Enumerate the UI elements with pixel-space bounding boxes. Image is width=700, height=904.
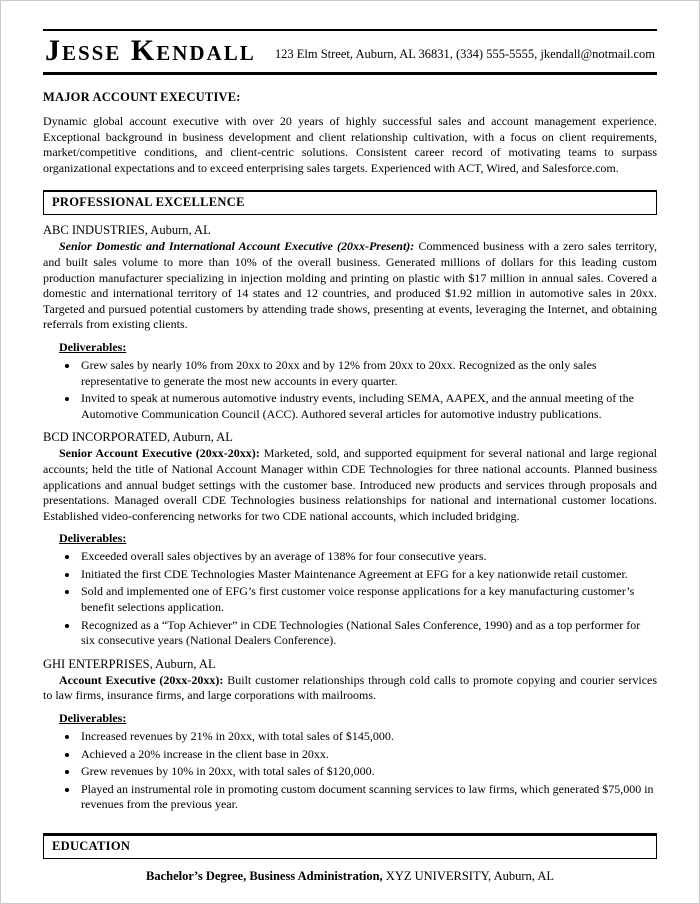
degree-name: Bachelor’s Degree, Business Administration, xyxy=(146,869,383,883)
objective-heading: MAJOR ACCOUNT EXECUTIVE: xyxy=(43,90,241,104)
deliverables-label: Deliverables: xyxy=(59,531,127,546)
degree-line xyxy=(43,869,657,884)
job-description xyxy=(43,673,657,704)
job-description xyxy=(43,239,657,333)
objective-summary: Dynamic global account executive with over 20 years of highly successful sales and account management experience. Exceptional background in business development and client relationship cultivation, with a focus on client requirements, market/competitive conditions, and client-centric solutions. Consistent career record of motivating teams to surpass organizational expectations and to exceed enterprising sales targets. Experienced with ACT, Wired, and Salesforce.com. xyxy=(43,114,657,175)
bullet-item: • Initiated the first CDE Technologies Master Maintenance Agreement at EFG for a key nationwide retail customer. xyxy=(79,567,657,583)
job-entry-ghi xyxy=(43,657,657,813)
bullet-item: • Invited to speak at numerous automotive industry events, including SEMA, AAPEX, and the annual meeting of the Automotive Communication Council (ACC). Authored several articles for automotive industry publications. xyxy=(79,391,657,422)
job-role: Account Executive (20xx-20xx): xyxy=(59,672,224,687)
job-entry-bcd xyxy=(43,430,657,649)
bullet-item: • Increased revenues by 21% in 20xx, with total sales of $145,000. xyxy=(79,729,657,745)
header-row xyxy=(43,31,657,72)
bullet-item: • Achieved a 20% increase in the client base in 20xx. xyxy=(79,747,657,763)
resume-header xyxy=(43,29,657,75)
bullet-item: • Recognized as a “Top Achiever” in CDE Technologies (National Sales Conference, 1990) and as a top performer for six consecutive years (National Dealers Conference). xyxy=(79,618,657,649)
bullet-item: • Exceeded overall sales objectives by an average of 138% for four consecutive years. xyxy=(79,549,657,565)
education-heading: EDUCATION xyxy=(43,833,657,859)
professional-section xyxy=(43,190,657,813)
bullet-list xyxy=(43,549,657,649)
company-line: GHI ENTERPRISES, Auburn, AL xyxy=(43,656,216,671)
education-section xyxy=(43,833,657,884)
contact-info: 123 Elm Street, Auburn, AL 36831, (334) 555-5555, jkendall@notmail.com xyxy=(274,47,655,61)
objective-section xyxy=(43,90,657,176)
deliverables-label: Deliverables: xyxy=(59,711,127,726)
degree-school: XYZ UNIVERSITY, Auburn, AL xyxy=(385,869,554,883)
job-role-text: Marketed, sold, and supported equipment for several national and large regional accounts; held the title of National Account Manager within CDE Technologies for three national accounts. Planned business applications and annual budget settings with the customer base. Introduced new products and services through proposals and presentations. Managed overall CDE Technologies business relationships for national and international customer locations. Established video-conferencing networks for two CDE national accounts, which included bridging. xyxy=(43,446,658,523)
job-role: Senior Account Executive (20xx-20xx): xyxy=(59,446,260,461)
job-description xyxy=(43,446,657,524)
bullet-list xyxy=(43,358,657,422)
company-line: BCD INCORPORATED, Auburn, AL xyxy=(43,430,233,445)
bullet-list xyxy=(43,729,657,813)
job-role-text: Built customer relationships through cold calls to promote copying and courier services to law firms, insurance firms, and large corporations with mailrooms. xyxy=(43,672,658,703)
professional-heading: PROFESSIONAL EXCELLENCE xyxy=(43,190,657,215)
job-role-text: Commenced business with a zero sales territory, and built sales volume to more than 10% of the overall business. Generated millions of dollars for this leading custom production manufacturer specializing in injection molding and printing on plastic with $17 million in annual sales. Covered a domestic and international territory of 14 states and 12 countries, and produced $1.92 million in automotive sales in 20xx. Targeted and pursued potential customers by attending trade shows, presenting at events, leveraging the Internet, and obtaining referrals from existing clients. xyxy=(43,239,658,332)
bullet-item: • Grew revenues by 10% in 20xx, with total sales of $120,000. xyxy=(79,764,657,780)
candidate-name: Jesse Kendall xyxy=(45,34,256,67)
company-line: ABC INDUSTRIES, Auburn, AL xyxy=(43,223,211,238)
deliverables-label: Deliverables: xyxy=(59,339,127,354)
bullet-item: • Grew sales by nearly 10% from 20xx to 20xx and by 12% from 20xx to 20xx. Recognized as the only sales representative to generate the most new accounts in every quarter. xyxy=(79,358,657,389)
bullet-item: • Sold and implemented one of EFG’s first customer voice response applications for a key manufacturing customer’s benefit selections application. xyxy=(79,584,657,615)
job-role: Senior Domestic and International Account Executive (20xx-Present): xyxy=(59,239,415,254)
bullet-item: • Played an instrumental role in promoting custom document scanning services to law firms, which generated $75,000 in revenues from the previous year. xyxy=(79,782,657,813)
job-entry-abc xyxy=(43,223,657,422)
